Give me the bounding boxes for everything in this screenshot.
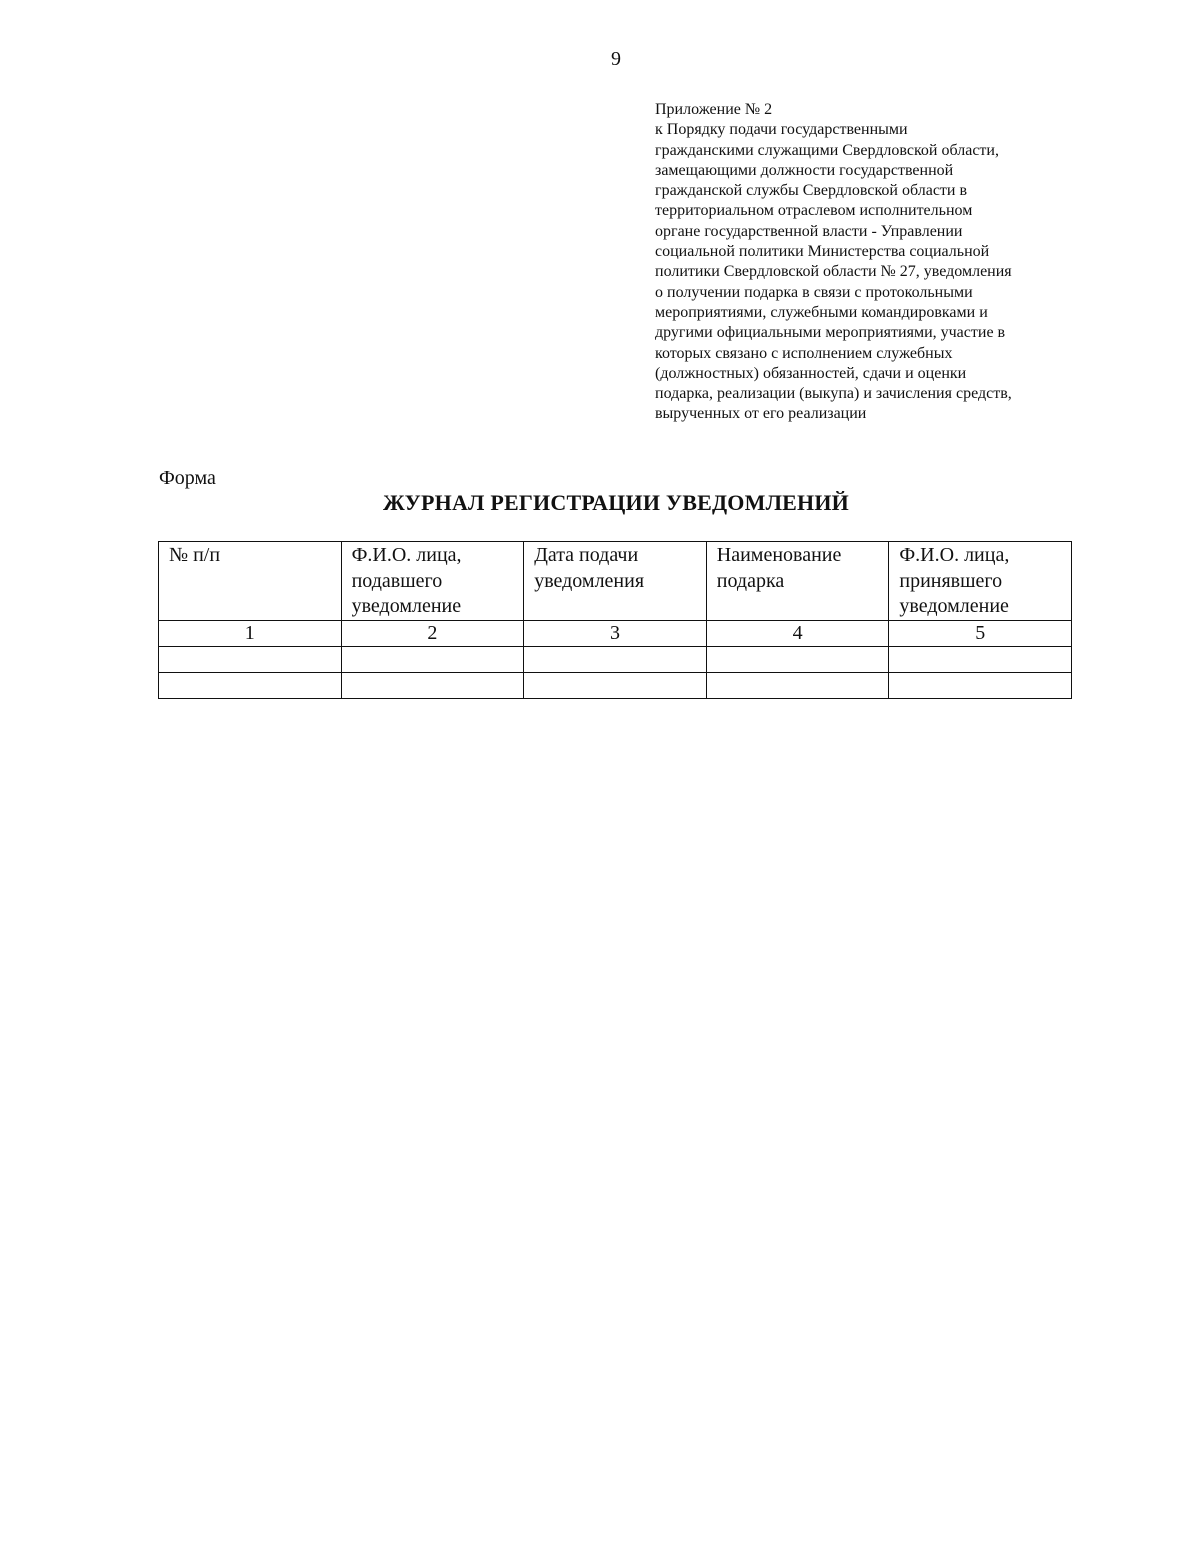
appendix-line: гражданской службы Свердловской области в xyxy=(655,182,968,200)
appendix-line: социальной политики Министерства социальной xyxy=(655,243,990,261)
appendix-line: территориальном отраслевом исполнительном xyxy=(655,202,973,220)
appendix-line: замещающими должности государственной xyxy=(655,161,954,179)
appendix-line: другими официальными мероприятиями, участие в xyxy=(655,324,1006,342)
table-cell xyxy=(706,646,889,672)
column-header-submitter-name: Ф.И.О. лица, подавшего уведомление xyxy=(341,542,524,621)
appendix-caption xyxy=(655,100,1085,425)
appendix-line: Приложение № 2 xyxy=(655,101,773,118)
table-cell xyxy=(706,672,889,698)
appendix-line: подарка, реализации (выкупа) и зачисления средств, xyxy=(655,385,1012,403)
table-row xyxy=(159,646,1072,672)
column-header-submission-date: Дата подачи уведомления xyxy=(524,542,707,621)
form-label: Форма xyxy=(159,467,216,489)
page-number: 9 xyxy=(611,48,621,70)
appendix-line: вырученных от его реализации xyxy=(655,405,867,423)
appendix-line: о получении подарка в связи с протокольными xyxy=(655,283,973,301)
table-cell xyxy=(159,672,342,698)
table-cell xyxy=(889,672,1072,698)
table-row-column-numbers xyxy=(159,620,1072,646)
table-cell: 4 xyxy=(706,620,889,646)
table-cell xyxy=(889,646,1072,672)
appendix-line: к Порядку подачи государственными xyxy=(655,121,908,139)
table-cell xyxy=(159,646,342,672)
table-cell xyxy=(524,646,707,672)
table-row xyxy=(159,672,1072,698)
table-cell xyxy=(341,646,524,672)
table-cell: 5 xyxy=(889,620,1072,646)
appendix-line: гражданскими служащими Свердловской области, xyxy=(655,141,999,159)
table-cell: 1 xyxy=(159,620,342,646)
appendix-line: мероприятиями, служебными командировками и xyxy=(655,303,988,321)
appendix-line: органе государственной власти - Управлении xyxy=(655,222,963,240)
column-header-gift-name: Наименование подарка xyxy=(706,542,889,621)
table-cell xyxy=(524,672,707,698)
table-cell xyxy=(341,672,524,698)
table-cell: 2 xyxy=(341,620,524,646)
journal-title: ЖУРНАЛ РЕГИСТРАЦИИ УВЕДОМЛЕНИЙ xyxy=(383,490,849,515)
notification-journal-table xyxy=(158,541,1072,699)
appendix-line: политики Свердловской области № 27, уведомления xyxy=(655,263,1012,281)
appendix-line: которых связано с исполнением служебных xyxy=(655,344,953,362)
appendix-line: (должностных) обязанностей, сдачи и оценки xyxy=(655,364,967,382)
table-header-row xyxy=(159,542,1072,621)
column-header-number: № п/п xyxy=(159,542,342,621)
column-header-receiver-name: Ф.И.О. лица, принявшего уведомление xyxy=(889,542,1072,621)
table-cell: 3 xyxy=(524,620,707,646)
